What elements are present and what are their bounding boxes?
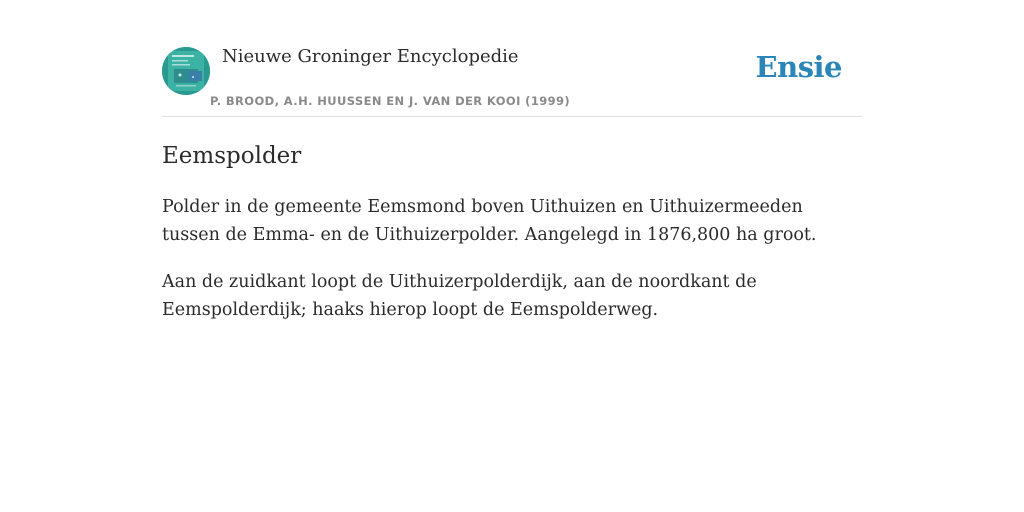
article-paragraph-2: Aan de zuidkant loopt de Uithuizerpolderdijk, aan de noordkant de Eemspolderdijk; haaks hierop loopt de Eemspolderweg. xyxy=(162,271,757,320)
article-paragraph-1: Polder in de gemeente Eemsmond boven Uithuizen en Uithuizermeeden tussen de Emma- en de Uithuizerpolder. Aangelegd in 1876,800 ha groot. xyxy=(162,196,817,245)
ensie-logo-link[interactable]: Ensie xyxy=(755,50,842,84)
book-cover-icon xyxy=(162,47,210,95)
encyclopedia-header xyxy=(162,40,862,117)
article-title: Eemspolder xyxy=(162,143,302,169)
book-authors: P. BROOD, A.H. HUUSSEN EN J. VAN DER KOOI (1999) xyxy=(210,94,571,108)
page-container xyxy=(162,40,862,324)
book-cover-thumbnail[interactable] xyxy=(162,47,210,95)
book-title-link[interactable]: Nieuwe Groninger Encyclopedie xyxy=(222,46,519,67)
